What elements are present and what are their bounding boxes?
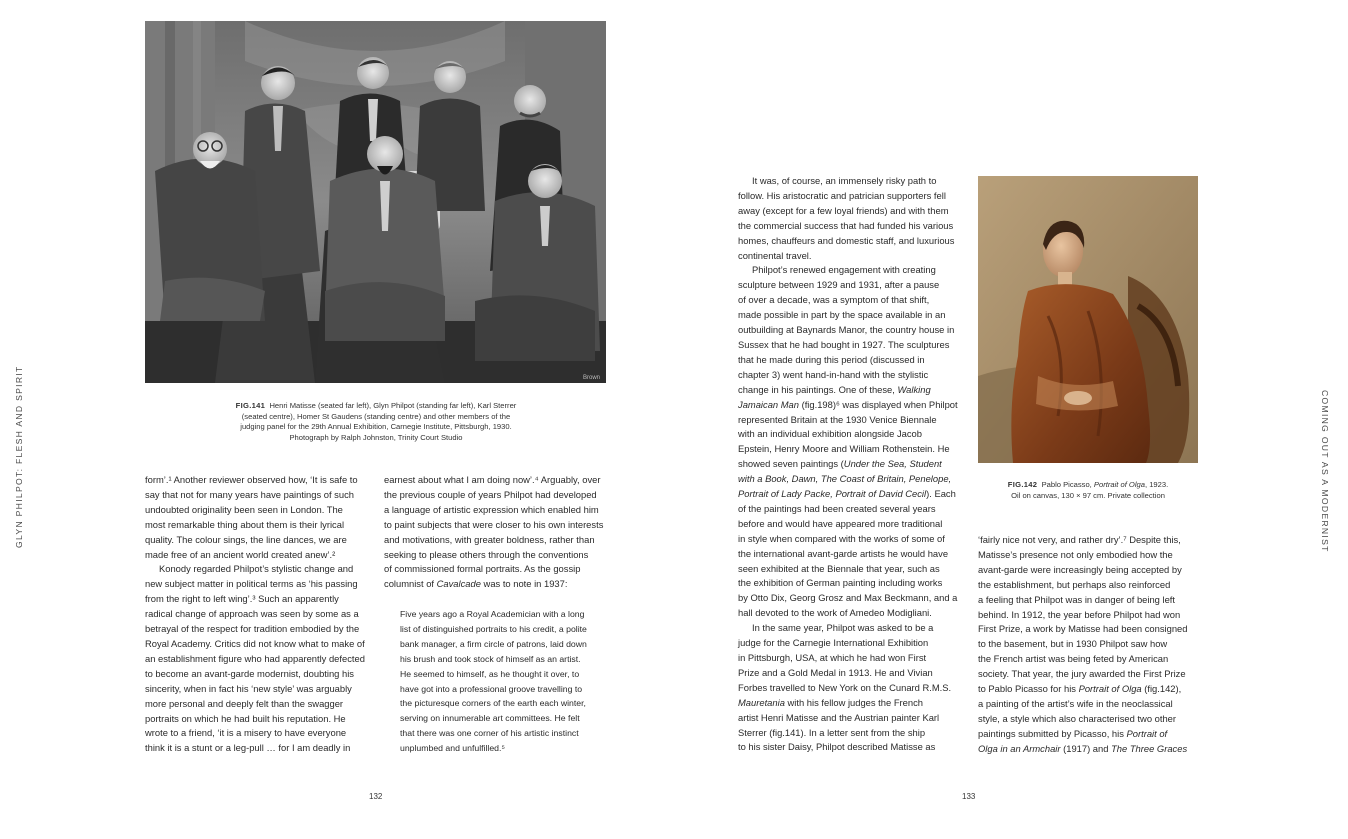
p133-column-2 (978, 533, 1203, 757)
text-line: seen exhibited at the Biennale that year, such as (738, 562, 940, 574)
text-line: with an individual exhibition alongside Jacob (738, 428, 922, 440)
text-line: paintings submitted by Picasso, his Portrait of (978, 727, 1168, 739)
text-line: with a Book, Dawn, The Coast of Britain, Penelope, (738, 473, 952, 485)
photo-studio-mark: Brown (583, 375, 601, 381)
text-line: in Pittsburgh, USA, at which he had won First (738, 652, 927, 663)
text-line: Olga in an Armchair (1917) and The Three Graces (978, 742, 1188, 754)
running-head-left: GLYN PHILPOT: FLESH AND SPIRIT (14, 365, 24, 548)
text-line: the commercial success that had funded his various (738, 219, 954, 231)
text-line: Jamaican Man (fig.198)⁶ was displayed when Philpot (738, 398, 958, 410)
text-line: Matisse’s presence not only embodied how the (978, 548, 1173, 560)
text-line: columnist of Cavalcade was to note in 1937: (384, 578, 568, 590)
text-line: continental travel. (738, 249, 812, 261)
text-line: represented Britain at the 1930 Venice Biennale (738, 413, 937, 425)
folio-132: 132 (369, 792, 383, 801)
text-line: the establishment, but perhaps also reinforced (978, 578, 1171, 590)
text-line: change in his paintings. One of these, Walking (738, 383, 931, 395)
text-line: that he made during this period (discussed in (738, 353, 925, 365)
text-line: and motivations, with greater boldness, rather than (384, 533, 595, 545)
fig141-photo (145, 21, 606, 383)
text-line: of over a decade, was a symptom of that shift, (738, 294, 930, 306)
quote-line: He seemed to himself, as he thought it over, to (400, 668, 580, 679)
fig141-label: FIG.141 (235, 401, 266, 410)
text-line: Royal Academy. Critics did not know what to make of (145, 637, 365, 649)
text-line: ‘fairly nice not very, and rather dry’.⁷ Despite this, (978, 534, 1181, 545)
quote-line: unplumbed and unfulfilled.⁵ (400, 743, 506, 754)
text-line: Prize and a Gold Medal in 1913. He and Vivian (738, 666, 933, 678)
text-line: undoubted originality been seen in London. The (145, 503, 343, 515)
text-line: society. That year, the jury awarded the First Prize (978, 668, 1186, 680)
text-line: new subject matter in political terms as ‘his passing (145, 578, 358, 590)
text-line: a painting of the artist’s wife in the neoclassical (978, 697, 1173, 709)
text-line: seeking to please others through the conventions (384, 548, 589, 560)
text-line: in style when compared with the works of some of (738, 532, 945, 544)
text-line: showed seven paintings (Under the Sea, Student (738, 458, 942, 470)
text-line: to paint subjects that were closer to his own interests (384, 518, 604, 530)
p132-column-2 (384, 473, 609, 592)
caption-line: judging panel for the 29th Annual Exhibition, Carnegie Institute, Pittsburgh, 1930. (240, 422, 512, 431)
text-line: the French artist was being feted by American (978, 653, 1169, 665)
text-line: outbuilding at Baynards Manor, the country house in (738, 324, 955, 336)
fig142-caption: FIG.142 Pablo Picasso, Portrait of Olga, 1923. Oil on canvas, 130 × 97 cm. Private collection (988, 480, 1188, 501)
quote-line: his brush and took stock of himself as an artist. (400, 653, 581, 664)
text-line: the international avant-garde artists he would have (738, 547, 949, 559)
text-line: First Prize, a work by Matisse had been consigned (978, 623, 1188, 635)
text-line: Philpot’s renewed engagement with creating (752, 264, 936, 276)
text-line: behind. In 1912, the year before Philpot had won (978, 608, 1181, 620)
text-line: follow. His aristocratic and patrician supporters fell (738, 189, 946, 201)
text-line: by Otto Dix, Georg Grosz and Max Beckmann, and a (738, 592, 958, 604)
text-line: Mauretania with his fellow judges the French (738, 696, 923, 708)
text-line: It was, of course, an immensely risky path to (752, 175, 937, 186)
text-line: wrote to a friend, ‘it is a misery to have everyone (145, 727, 347, 739)
text-line: avant-garde were increasingly being accepted by (978, 563, 1182, 575)
text-line: sincerity, when in fact his ‘new style’ was arguably (145, 682, 352, 694)
text-line: radical change of approach was seen by some as a (145, 608, 359, 620)
text-line: form’.¹ Another reviewer observed how, ‘It is safe to (145, 474, 358, 485)
text-line: made possible in part by the space available in an (738, 309, 946, 321)
text-line: an establishment figure who had apparently defected (145, 652, 365, 664)
quote-line: list of distinguished portraits to his credit, a polite (400, 623, 587, 634)
text-line: say that not for many years have paintings of such (145, 488, 354, 500)
caption-line: (seated centre), Homer St Gaudens (standing centre) and other members of the (241, 411, 511, 421)
text-line: think it is a stunt or a leg-pull … for I am deadly in (145, 742, 351, 754)
text-line: made free of an ancient world created anew’.² (145, 548, 336, 560)
caption-line: Henri Matisse (seated far left), Glyn Philpot (standing far left), Karl Sterrer (269, 401, 517, 410)
text-line: Portrait of Lady Packe, Portrait of David Cecil). Each (738, 488, 956, 500)
text-line: from the right to left wing’.³ Such an apparently (145, 593, 339, 605)
text-line: portraits on which he had built his reputation. He (145, 712, 346, 724)
text-line: of commissioned formal portraits. As the gossip (384, 563, 581, 575)
text-line: earnest about what I am doing now’.⁴ Arguably, over (384, 474, 601, 485)
text-line: homes, chauffeurs and domestic staff, and luxurious (738, 234, 955, 246)
p132-column-1 (145, 473, 370, 756)
running-head-right: COMING OUT AS A MODERNIST (1320, 390, 1330, 553)
fig141-caption (180, 401, 572, 443)
fig142-painting (978, 176, 1198, 463)
text-line: sculpture between 1929 and 1931, after a pause (738, 279, 940, 291)
p132-block-quote (400, 607, 605, 756)
text-line: to become an avant-garde modernist, doubting his (145, 667, 354, 679)
text-line: judge for the Carnegie International Exhibition (738, 637, 929, 649)
folio-133: 133 (962, 792, 976, 801)
text-line: Epstein, Henry Moore and William Rothenstein. He (738, 443, 950, 455)
text-line: the exhibition of German painting including works (738, 577, 943, 589)
text-line: chapter 3) went hand-in-hand with the stylistic (738, 368, 929, 380)
quote-line: serving on innumerable art committees. He felt (400, 713, 580, 724)
quote-line: bank manager, a firm circle of patrons, laid down (400, 638, 587, 649)
text-line: hall devoted to the work of Amedeo Modigliani. (738, 607, 932, 619)
text-line: most remarkable thing about them is their lyrical (145, 518, 345, 530)
text-line: a feeling that Philpot was in danger of being left (978, 593, 1176, 605)
caption-line: Photograph by Ralph Johnston, Trinity Court Studio (289, 432, 463, 442)
text-line: to the basement, but in 1930 Philpot saw how (978, 638, 1168, 650)
text-line: Konody regarded Philpot’s stylistic change and (159, 563, 354, 575)
quote-line: the picturesque corners of the earth each winter, (400, 698, 586, 709)
caption-line: Oil on canvas, 130 × 97 cm. Private collection (1011, 490, 1165, 500)
text-line: Sussex that he had bought in 1927. The sculptures (738, 338, 950, 350)
text-line: to his sister Daisy, Philpot described Matisse as (738, 741, 936, 753)
quote-line: Five years ago a Royal Academician with a long (400, 609, 585, 619)
text-line: In the same year, Philpot was asked to be a (752, 622, 934, 634)
quote-line: have got into a professional groove travelling to (400, 683, 583, 694)
text-line: artist Henri Matisse and the Austrian painter Karl (738, 711, 940, 723)
text-line: away (except for a few loyal friends) and with them (738, 204, 949, 216)
text-line: quality. The colour sings, the line dances, we are (145, 533, 347, 545)
text-line: a language of artistic expression which enabled him (384, 503, 599, 515)
text-line: before and would have appeared more traditional (738, 517, 943, 529)
text-line: style, a style which also characterised two other (978, 712, 1177, 724)
text-line: Sterrer (fig.141). In a letter sent from the ship (738, 726, 926, 738)
text-line: the previous couple of years Philpot had developed (384, 488, 597, 500)
quote-line: that there was one corner of his artistic instinct (400, 728, 579, 739)
text-line: to Pablo Picasso for his Portrait of Olga (fig.142), (978, 683, 1182, 695)
fig142-label: FIG.142 (1007, 480, 1038, 489)
text-line: betrayal of the respect for tradition embodied by the (145, 623, 360, 635)
text-line: more personal and deeply felt than the swagger (145, 697, 344, 709)
text-line: Forbes travelled to New York on the Cunard R.M.S. (738, 681, 952, 693)
p133-column-1 (738, 174, 963, 755)
text-line: of the paintings had been created several years (738, 502, 936, 514)
